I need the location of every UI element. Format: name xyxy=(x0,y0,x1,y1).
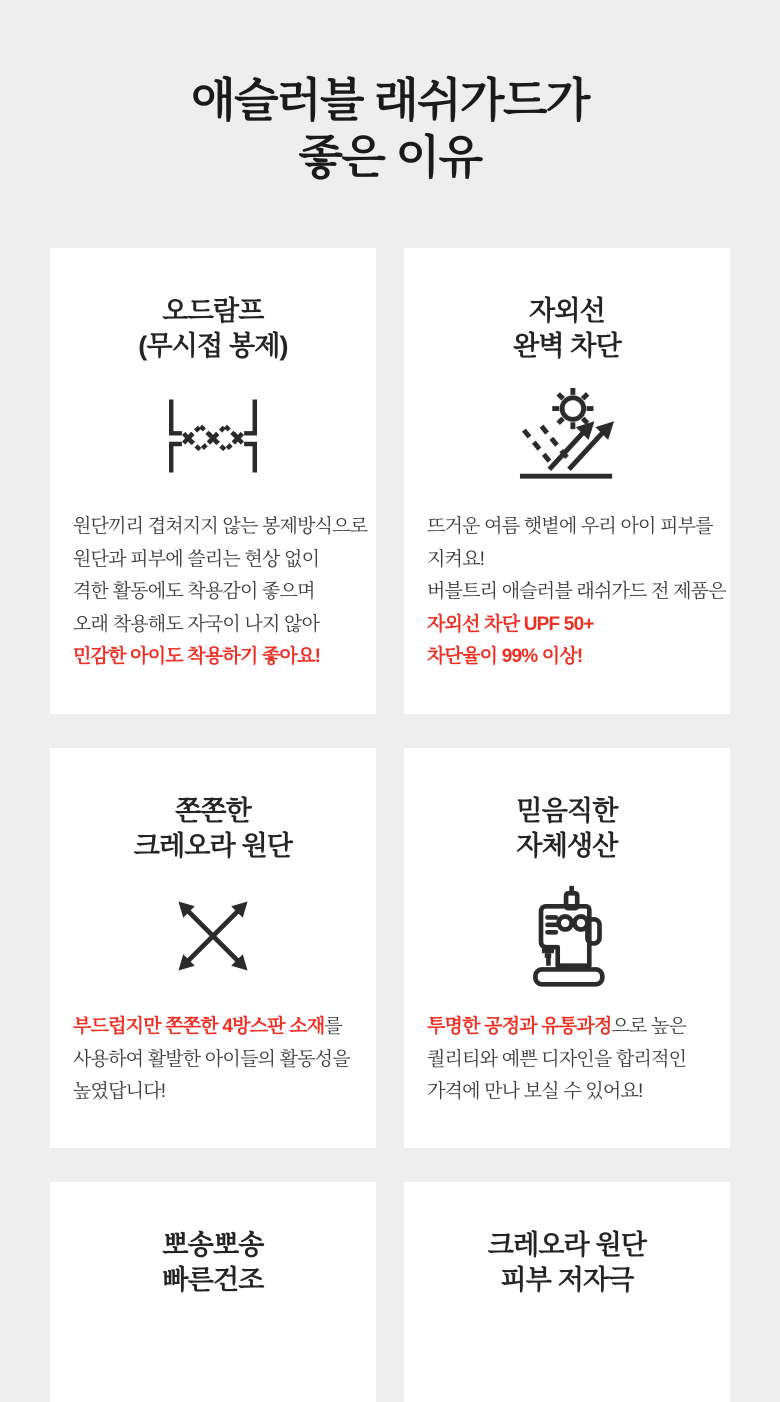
seam-stitch-icon xyxy=(50,386,376,486)
card-body-line xyxy=(427,1076,724,1109)
body-text: 가격에 만나 보실 수 있어요! xyxy=(427,1081,643,1102)
card-title-line2: (무시접 봉제) xyxy=(138,331,288,361)
body-text: 버블트리 애슬러블 래쉬가드 전 제품은 xyxy=(427,581,726,602)
body-text: 사용하여 활발한 아이들의 활동성을 xyxy=(73,1048,350,1070)
card-body-line xyxy=(73,544,370,577)
card-title xyxy=(404,294,730,364)
highlighted-text: 부드럽지만 쫀쫀한 4방스판 소재 xyxy=(73,1016,325,1037)
card-title-line1: 오드람프 xyxy=(162,296,264,326)
card-title xyxy=(50,794,376,864)
card-odramp-seam xyxy=(50,248,376,714)
body-text: 오래 착용해도 자국이 나지 않아 xyxy=(73,613,320,635)
card-body-line xyxy=(73,576,370,609)
card-body xyxy=(404,511,730,674)
card-body-line xyxy=(427,511,724,544)
card-title-line1: 믿음직한 xyxy=(516,796,618,826)
card-body-line xyxy=(427,544,724,577)
card-body-line xyxy=(427,576,724,609)
feature-card-grid xyxy=(50,248,730,1402)
card-body xyxy=(404,1011,730,1109)
card-title-line1: 크레오라 원단 xyxy=(487,1230,647,1260)
highlighted-text: 자외선 차단 UPF 50+ xyxy=(427,613,594,635)
highlighted-text: 민감한 아이도 착용하기 좋아요! xyxy=(73,646,321,667)
card-body-line xyxy=(427,1044,724,1077)
card-body-line xyxy=(73,1011,370,1044)
card-quick-dry xyxy=(50,1182,376,1402)
card-body-line xyxy=(427,609,724,642)
card-title-line2: 빠른건조 xyxy=(162,1265,264,1295)
card-title xyxy=(404,794,730,864)
card-title xyxy=(50,294,376,364)
card-body-line xyxy=(73,609,370,642)
card-body-line xyxy=(427,641,724,674)
card-uv-protection xyxy=(404,248,730,714)
page-title xyxy=(0,0,780,186)
body-text: 를 xyxy=(324,1016,342,1037)
body-text: 뜨거운 여름 햇볕에 우리 아이 피부를 xyxy=(427,516,713,537)
page-title-line2: 좋은 이유 xyxy=(298,131,482,183)
card-creora-stretch xyxy=(50,748,376,1148)
sewing-machine-icon xyxy=(404,886,730,986)
card-body xyxy=(50,1011,376,1109)
card-skin-friendly xyxy=(404,1182,730,1402)
body-text: 지켜요! xyxy=(427,548,485,570)
card-body-line xyxy=(73,1076,370,1109)
card-title xyxy=(50,1228,376,1298)
body-text: 격한 활동에도 착용감이 좋으며 xyxy=(73,581,315,602)
card-body-line xyxy=(427,1011,724,1044)
card-body-line xyxy=(73,511,370,544)
card-title-line2: 피부 저자극 xyxy=(500,1265,634,1295)
page-title-line1: 애슬러블 래쉬가드가 xyxy=(191,74,589,126)
card-body-line xyxy=(73,1044,370,1077)
four-way-stretch-icon xyxy=(50,886,376,986)
body-text: 원단끼리 겹쳐지지 않는 봉제방식으로 xyxy=(73,516,368,537)
card-title-line1: 자외선 xyxy=(529,296,605,326)
highlighted-text: 차단율이 99% 이상! xyxy=(427,646,583,667)
card-inhouse-production xyxy=(404,748,730,1148)
body-text: 퀄리티와 예쁜 디자인을 합리적인 xyxy=(427,1048,687,1070)
card-title-line2: 자체생산 xyxy=(516,831,618,861)
body-text: 으로 높은 xyxy=(611,1016,687,1037)
card-body xyxy=(50,511,376,674)
card-title-line2: 완벽 차단 xyxy=(513,331,621,361)
card-title xyxy=(404,1228,730,1298)
body-text: 원단과 피부에 쓸리는 현상 없이 xyxy=(73,548,320,570)
card-title-line1: 쫀쫀한 xyxy=(175,796,251,826)
card-body-line xyxy=(73,641,370,674)
card-title-line1: 뽀송뽀송 xyxy=(162,1230,264,1260)
highlighted-text: 투명한 공정과 유통과정 xyxy=(427,1016,612,1037)
card-title-line2: 크레오라 원단 xyxy=(133,831,293,861)
uv-protection-icon xyxy=(404,386,730,486)
body-text: 높였답니다! xyxy=(73,1081,166,1102)
